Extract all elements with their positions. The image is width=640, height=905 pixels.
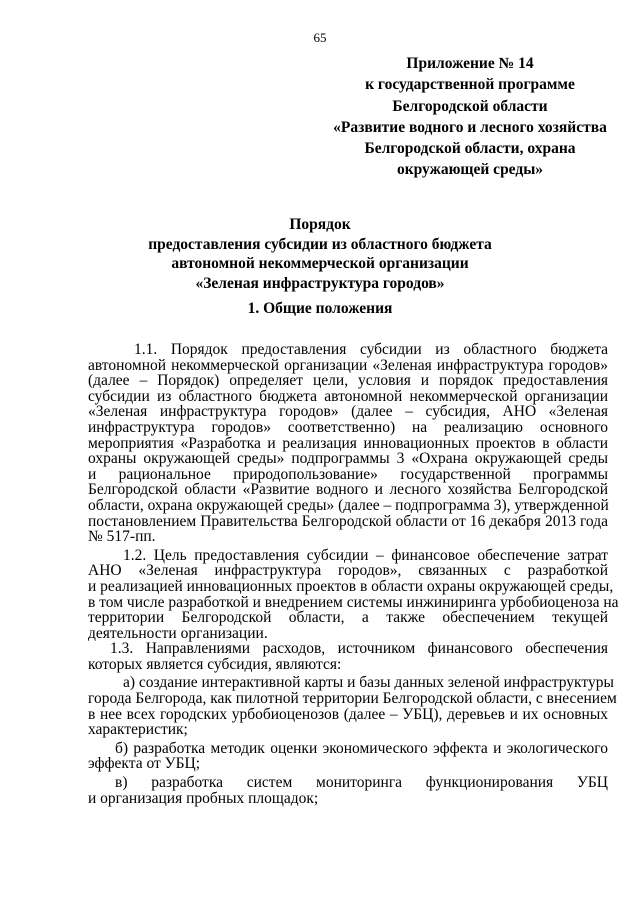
title-line: предоставления субсидии из областного бюджета xyxy=(148,235,492,253)
document-title xyxy=(0,215,640,293)
text-line: эффекта от УБЦ; xyxy=(88,755,201,773)
text-line: АНО «Зеленая инфраструктура городов», связанных с разработкой xyxy=(88,562,608,580)
text-line: «Зеленая инфраструктура городов» (далее – субсидия, АНО «Зеленая xyxy=(88,403,608,421)
text-line: № 517-пп. xyxy=(88,528,156,546)
text-line: инфраструктура городов» соответственно) на реализацию основного xyxy=(88,418,608,436)
text-line: в том числе разработкой и внедрением системы инжиниринга урбобиоценоза на xyxy=(88,593,619,611)
appendix-line: «Развитие водного и лесного хозяйства xyxy=(333,118,607,136)
text-line: области, охрана окружающей среды» (далее – подпрограмма 3), утвержденной xyxy=(88,496,609,514)
text-line: мероприятия «Разработка и реализация инновационных проектов в области xyxy=(88,434,608,452)
appendix-line: Белгородской области xyxy=(392,97,548,115)
text-line: в) разработка систем мониторинга функционирования УБЦ xyxy=(115,774,608,792)
text-line: города Белгорода, как пилотной территории Белгородской области, с внесением xyxy=(88,690,617,708)
appendix-header xyxy=(320,53,620,181)
section-heading: 1. Общие положения xyxy=(247,300,393,317)
text-line: деятельности организации. xyxy=(88,624,268,642)
text-line: постановлением Правительства Белгородской области от 16 декабря 2013 года xyxy=(88,512,608,530)
appendix-line: Приложение № 14 xyxy=(406,55,534,72)
title-line: Порядок xyxy=(289,216,351,233)
text-line: которых является субсидия, являются: xyxy=(88,655,342,673)
text-line: субсидии из областного бюджета автономной некоммерческой организации xyxy=(88,387,608,405)
text-line: территории Белгородской области, а также обеспечением текущей xyxy=(88,609,608,627)
appendix-line: окружающей среды» xyxy=(396,161,544,179)
text-line: 1.2. Цель предоставления субсидии – финансовое обеспечение затрат xyxy=(123,546,608,564)
text-line: а) создание интерактивной карты и базы данных зеленой инфраструктуры xyxy=(123,674,614,692)
text-line: (далее – Порядок) определяет цели, условия и порядок предоставления xyxy=(88,372,608,390)
title-line: автономной некоммерческой организации xyxy=(171,255,469,273)
text-line: и реализацией инновационных проектов в области охраны окружающей среды, xyxy=(88,577,614,595)
text-line: б) разработка методик оценки экономического эффекта и экологического xyxy=(115,739,608,757)
appendix-line: Белгородской области, охрана xyxy=(364,140,576,158)
text-line: охраны окружающей среды» подпрограммы 3 «Охрана окружающей среды xyxy=(88,450,608,468)
text-line: и рациональное природопользование» государственной программы xyxy=(88,465,608,483)
text-line: 1.3. Направлениями расходов, источником финансового обеспечения xyxy=(110,640,608,658)
text-line: в нее всех городских урбобиоценозов (далее – УБЦ), деревьев и их основных xyxy=(88,705,608,723)
page-number: 65 xyxy=(313,30,327,45)
title-line: «Зеленая инфраструктура городов» xyxy=(195,274,445,292)
text-line: и организация пробных площадок; xyxy=(88,789,319,807)
text-line: 1.1. Порядок предоставления субсидии из областного бюджета xyxy=(134,341,608,358)
text-line: Белгородской области «Развитие водного и лесного хозяйства Белгородской xyxy=(88,481,608,499)
text-line: автономной некоммерческой организации «Зеленая инфраструктура городов» xyxy=(88,356,608,374)
appendix-line: к государственной программе xyxy=(365,76,575,94)
text-line: характеристик; xyxy=(88,721,188,739)
body-text xyxy=(88,341,619,807)
